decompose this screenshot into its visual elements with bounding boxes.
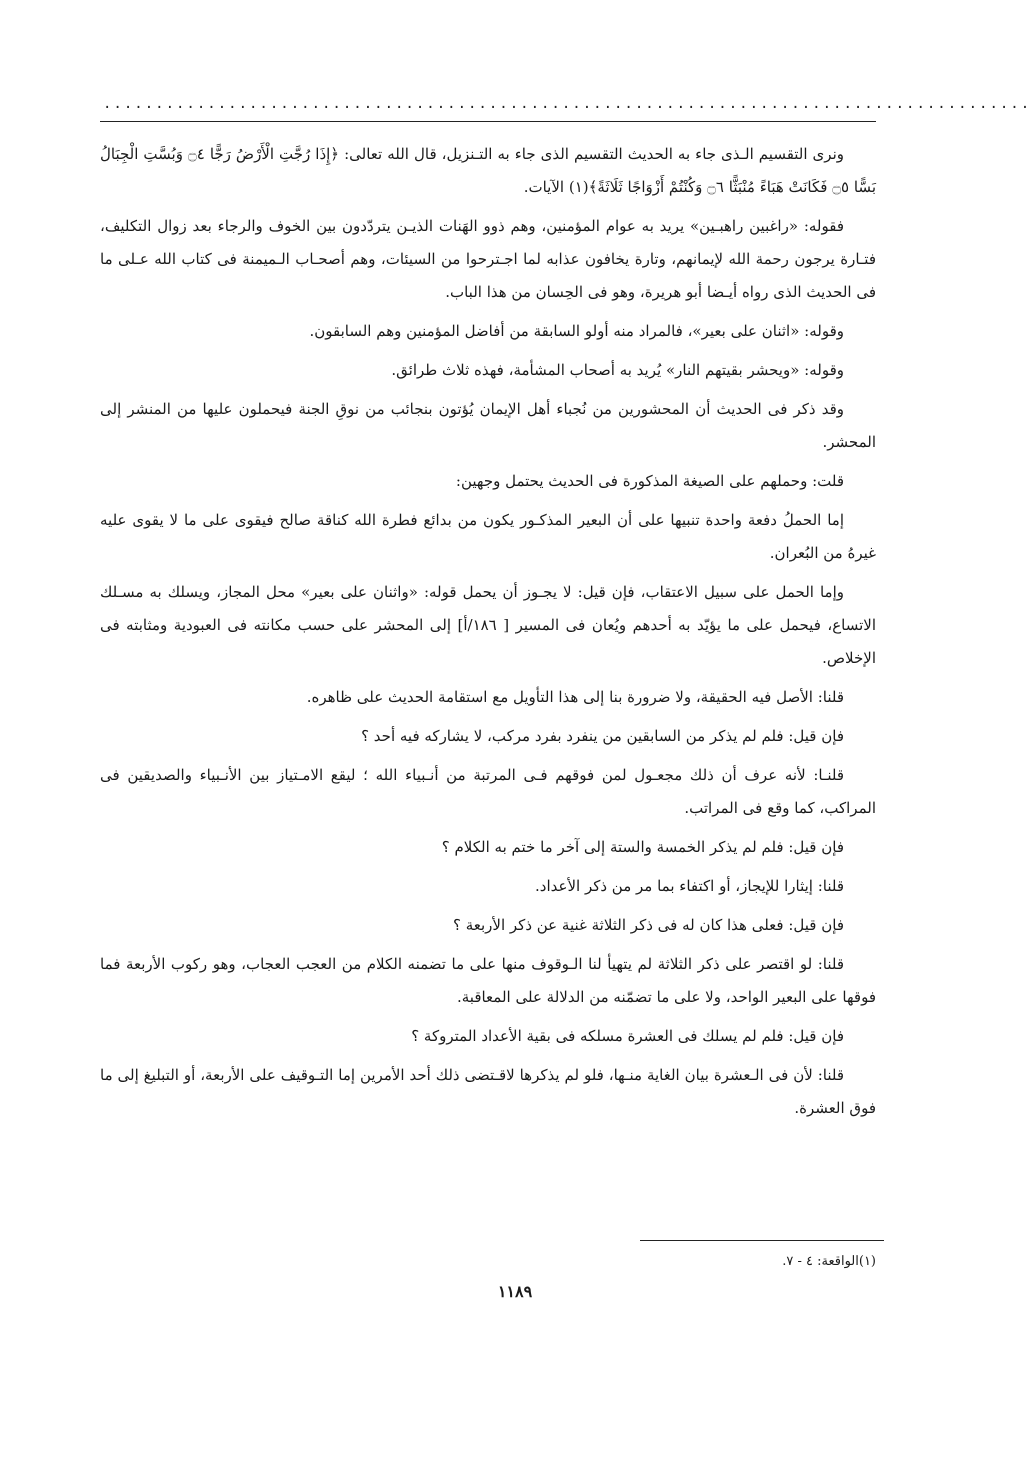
paragraph: قلنا: لأن فى الـعشرة بيان الغاية منـها، فلو لم يذكرها لاقـتضى ذلك أحد الأمرين إما التـوقيف على الأربعة، أو التبليغ إلى ما فوق العشرة. xyxy=(100,1066,876,1117)
paragraph: وقد ذكر فى الحديث أن المحشورين من نُجباء أهل الإيمان يُؤتون بنجائب من نوقِ الجنة فيحملون عليها من المنشر إلى المحشر. xyxy=(100,400,876,451)
paragraph: وقوله: «ويحشر بقيتهم النار» يُريد به أصحاب المشأمة، فهذه ثلاث طرائق. xyxy=(391,361,844,379)
paragraph: فإن قيل: فلم لم يذكر الخمسة والستة إلى آخر ما ختم به الكلام ؟ xyxy=(441,838,844,856)
paragraph: قلنا: إيثارا للإيجاز، أو اكتفاء بما مر من ذكر الأعداد. xyxy=(535,877,844,895)
footnote-rule xyxy=(640,1240,884,1241)
header-dotted-line: ......................................................................................... xyxy=(103,96,1031,112)
paragraph-quran-quote: ونرى التقسيم الـذى جاء به الحديث التقسيم الذى جاء به التـنزيل، قال الله تعالى: ﴿إِذَا رُجَّتِ الْأَرْضُ رَجًّا ۝٤ وَبُسَّتِ الْجِبَالُ بَسًّا ۝٥ فَكَانَتْ هَبَاءً مُنْبَثًّا ۝٦ وَكُنْتُمْ أَزْوَاجًا ثَلَاثَةً﴾(١) الآيات. xyxy=(100,145,876,196)
paragraph: وإما الحمل على سبيل الاعتقاب، فإن قيل: لا يجـوز أن يحمل قوله: «واثنان على بعير» محل المجاز، ويسلك به مسـلك الاتساع، فيحمل على ما يؤيّد به أحدهم ويُعان فى المسير [ ١٨٦/أ] إلى المحشر على حسب مكانته فى العبودية ومثابته فى الإخلاص. xyxy=(100,583,876,667)
paragraph: وقوله: «اثنان على بعير»، فالمراد منه أولو السابقة من أفاضل المؤمنين وهم السابقون. xyxy=(309,322,844,340)
paragraph: فإن قيل: فعلى هذا كان له فى ذكر الثلاثة غنية عن ذكر الأربعة ؟ xyxy=(452,916,844,934)
footnote: (١)الواقعة: ٤ - ٧. xyxy=(782,1254,876,1269)
paragraph: إما الحملُ دفعة واحدة تنبيها على أن البعير المذكـور يكون من بدائع فطرة الله كناقة صالح فيقوى على ما لا يقوى عليه غيرهُ من البُعران. xyxy=(100,511,876,562)
paragraph: فإن قيل: فلم لم يذكر من السابقين من ينفرد بفرد مركب، لا يشاركه فيه أحد ؟ xyxy=(361,727,844,745)
paragraph: قلت: وحملهم على الصيغة المذكورة فى الحديث يحتمل وجهين: xyxy=(455,472,844,490)
body-text xyxy=(100,138,876,1131)
paragraph: قلنـا: لأنه عرف أن ذلك مجعـول لمن فوقهم فـى المرتبة من أنـبياء الله ؛ ليقع الامـتياز بين الأنـبياء والصديقين فى المراكب، كما وقع فى المراتب. xyxy=(100,766,876,817)
paragraph: فإن قيل: فلم لم يسلك فى العشرة مسلكه فى بقية الأعداد المتروكة ؟ xyxy=(411,1027,844,1045)
paragraph: قلنا: لو اقتصر على ذكر الثلاثة لم يتهيأ لنا الـوقوف منها على ما تضمنه الكلام من العجب العجاب، وهو ركوب الأربعة فما فوقها على البعير الواحد، ولا على ما تضمّنه من الدلالة على المعاقبة. xyxy=(100,955,876,1006)
header-rule xyxy=(100,121,876,122)
paragraph: فقوله: «راغبين راهبـين» يريد به عوام المؤمنين، وهم ذوو الهَنات الذيـن يتردّدون بين الخوف والرجاء بعد زوال التكليف، فتـارة يرجون رحمة الله لإيمانهم، وتارة يخافون عذابه لما اجـترحوا من السيئات، وهم أصحـاب الـميمنة فى كتاب الله عـلى ما فى الحديث الذى رواه أيـضا أبو هريرة، وهو فى الحِسان من هذا الباب. xyxy=(100,217,876,301)
paragraph: قلنا: الأصل فيه الحقيقة، ولا ضرورة بنا إلى هذا التأويل مع استقامة الحديث على ظاهره. xyxy=(306,688,844,706)
page-number: ١١٨٩ xyxy=(497,1282,533,1301)
